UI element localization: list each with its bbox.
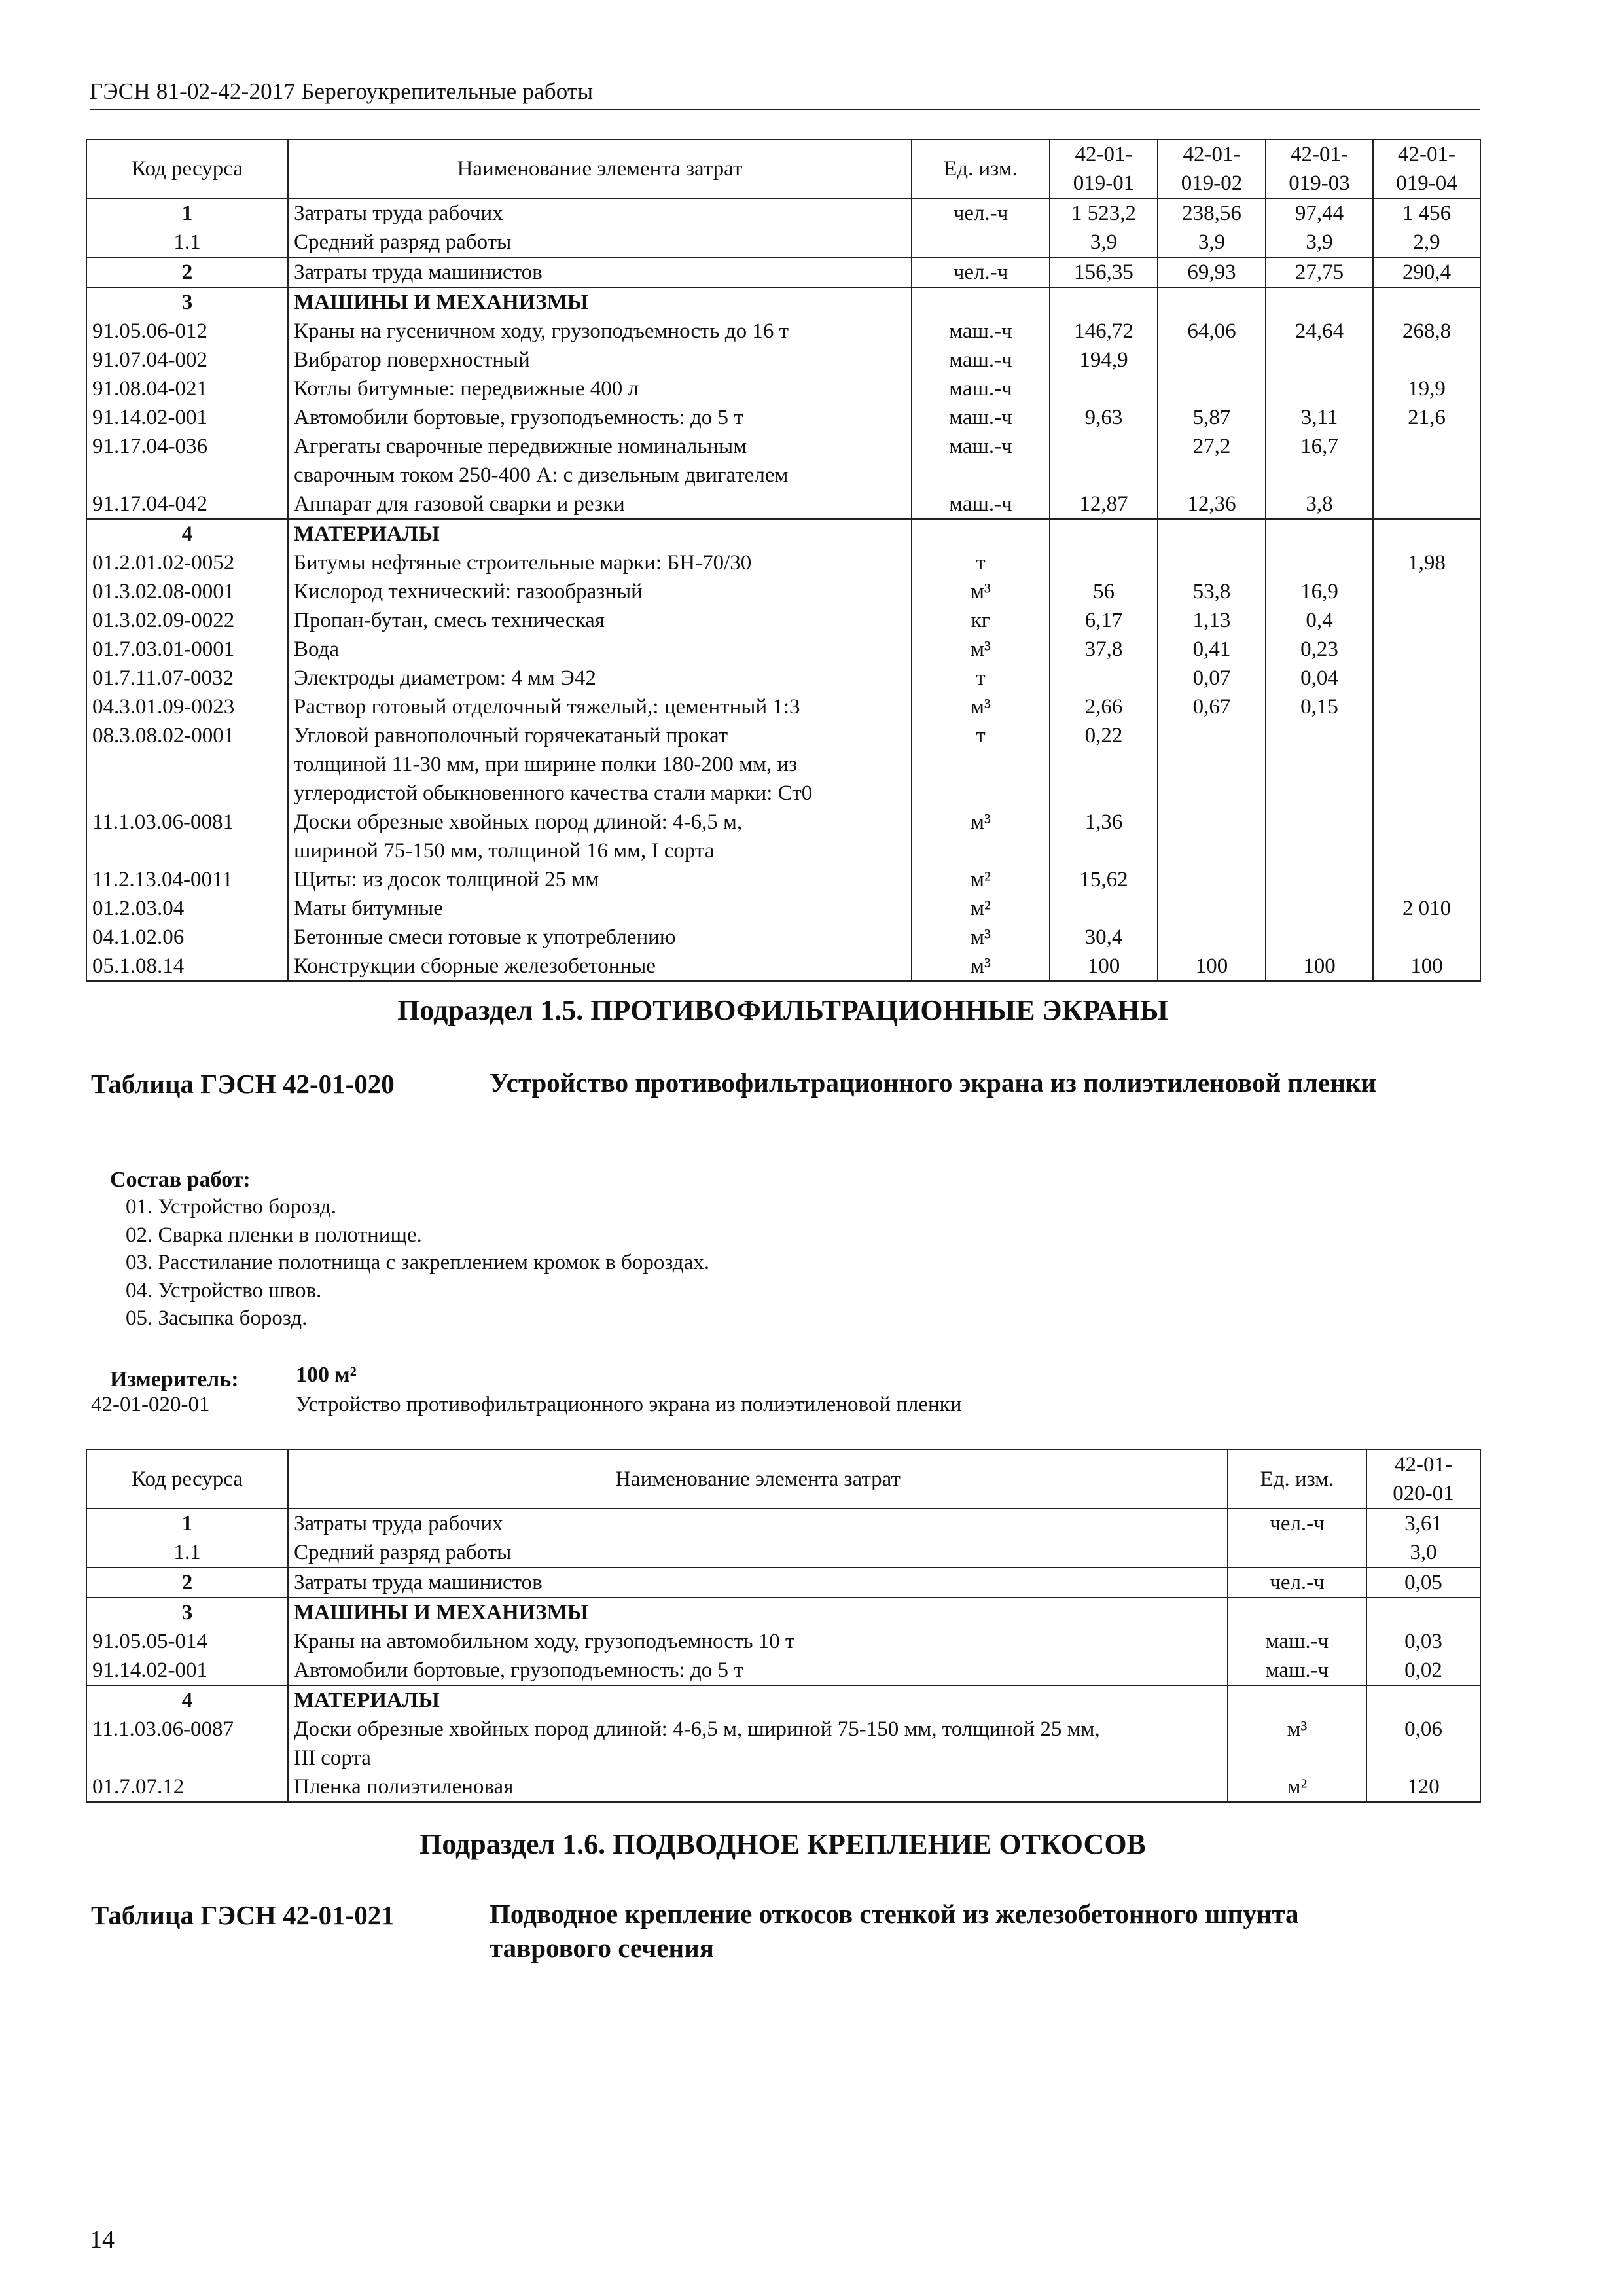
table-row <box>86 198 1480 228</box>
resource-code: 91.14.02-001 <box>86 403 288 432</box>
resource-value: 1 456 <box>1373 198 1480 228</box>
resource-unit: чел.-ч <box>1228 1568 1366 1598</box>
resource-name: Доски обрезные хвойных пород длиной: 4-6,5 м, шириной 75-150 мм, толщиной 25 мм, III сорта <box>288 1715 1228 1772</box>
resource-value: 19,9 <box>1373 374 1480 403</box>
table-body <box>86 198 1480 981</box>
resource-code: 1 <box>86 198 288 228</box>
resource-value: 3,61 <box>1366 1509 1480 1538</box>
table-row <box>86 228 1480 257</box>
resource-value <box>1158 346 1266 374</box>
resource-value <box>1266 923 1373 952</box>
resource-name: МАШИНЫ И МЕХАНИЗМЫ <box>288 287 912 317</box>
resource-value <box>1373 577 1480 606</box>
table-row <box>86 894 1480 923</box>
resource-unit: маш.-ч <box>912 317 1050 346</box>
resource-value: 0,4 <box>1266 606 1373 635</box>
resource-name: Агрегаты сварочные передвижные номинальным сварочным током 250-400 А: с дизельным двигателем <box>288 432 912 490</box>
resource-value: 0,15 <box>1266 692 1373 721</box>
resource-code: 91.17.04-042 <box>86 490 288 519</box>
resource-value: 9,63 <box>1050 403 1158 432</box>
resource-value <box>1050 432 1158 490</box>
resource-name: Котлы битумные: передвижные 400 л <box>288 374 912 403</box>
resource-value <box>1373 346 1480 374</box>
running-header: ГЭСН 81-02-42-2017 Берегоукрепительные работы <box>90 79 594 104</box>
resource-value <box>1266 519 1373 548</box>
table-row <box>86 548 1480 577</box>
header-code: Код ресурса <box>86 1450 288 1509</box>
resource-value <box>1373 287 1480 317</box>
resource-value: 0,23 <box>1266 635 1373 664</box>
work-item: 03. Расстилание полотнища с закреплением кромок в бороздах. <box>126 1251 709 1274</box>
resource-value <box>1373 865 1480 894</box>
resource-value: 3,9 <box>1050 228 1158 257</box>
resource-unit: м³ <box>912 808 1050 865</box>
resource-value <box>1266 287 1373 317</box>
resource-unit: т <box>912 664 1050 692</box>
resource-unit: маш.-ч <box>912 403 1050 432</box>
work-item: 05. Засыпка борозд. <box>126 1306 308 1330</box>
resource-unit: т <box>912 721 1050 808</box>
table-title-021: Подводное крепление откосов стенкой из железобетонного шпунта таврового сечения <box>490 1899 1299 1963</box>
work-item: 02. Сварка пленки в полотнище. <box>126 1223 422 1247</box>
resource-value: 56 <box>1050 577 1158 606</box>
resource-value <box>1373 692 1480 721</box>
resource-value: 100 <box>1266 952 1373 981</box>
resource-code: 91.08.04-021 <box>86 374 288 403</box>
resource-code: 01.3.02.09-0022 <box>86 606 288 635</box>
table-row <box>86 1627 1480 1656</box>
resource-value <box>1158 548 1266 577</box>
resource-value: 12,36 <box>1158 490 1266 519</box>
resource-value: 12,87 <box>1050 490 1158 519</box>
resource-value <box>1050 374 1158 403</box>
resource-value: 64,06 <box>1158 317 1266 346</box>
resource-unit: чел.-ч <box>1228 1509 1366 1538</box>
resource-value: 3,9 <box>1266 228 1373 257</box>
resource-name: МАТЕРИАЛЫ <box>288 1685 1228 1715</box>
header-name: Наименование элемента затрат <box>288 1450 1228 1509</box>
resource-code: 2 <box>86 1568 288 1598</box>
resource-name: Автомобили бортовые, грузоподъемность: до 5 т <box>288 1656 1228 1685</box>
resource-name: Краны на гусеничном ходу, грузоподъемность до 16 т <box>288 317 912 346</box>
resource-code: 4 <box>86 1685 288 1715</box>
resource-value: 0,41 <box>1158 635 1266 664</box>
work-composition-heading: Состав работ: <box>110 1168 251 1192</box>
table-row <box>86 1568 1480 1598</box>
resource-name: МАТЕРИАЛЫ <box>288 519 912 548</box>
resource-unit: кг <box>912 606 1050 635</box>
resource-name: Электроды диаметром: 4 мм Э42 <box>288 664 912 692</box>
resource-name: Аппарат для газовой сварки и резки <box>288 490 912 519</box>
resource-unit: м² <box>912 865 1050 894</box>
resource-code: 11.2.13.04-0011 <box>86 865 288 894</box>
resource-code: 05.1.08.14 <box>86 952 288 981</box>
resource-code: 91.05.05-014 <box>86 1627 288 1656</box>
resource-value: 37,8 <box>1050 635 1158 664</box>
table-row <box>86 635 1480 664</box>
resource-value: 21,6 <box>1373 403 1480 432</box>
resource-value: 27,75 <box>1266 257 1373 287</box>
resource-name: Конструкции сборные железобетонные <box>288 952 912 981</box>
measure-value: 100 м² <box>296 1363 357 1387</box>
resource-unit: чел.-ч <box>912 198 1050 228</box>
measure-code: 42-01-020-01 <box>91 1393 210 1416</box>
resource-name: Затраты труда машинистов <box>288 1568 1228 1598</box>
resource-value: 16,9 <box>1266 577 1373 606</box>
resource-code: 08.3.08.02-0001 <box>86 721 288 808</box>
resource-name: Кислород технический: газообразный <box>288 577 912 606</box>
resource-value: 27,2 <box>1158 432 1266 490</box>
resource-code: 01.7.07.12 <box>86 1772 288 1802</box>
resource-value <box>1266 894 1373 923</box>
resource-code: 01.7.03.01-0001 <box>86 635 288 664</box>
resource-value <box>1373 432 1480 490</box>
resource-name: Затраты труда рабочих <box>288 1509 1228 1538</box>
header-code: Код ресурса <box>86 139 288 198</box>
resource-value <box>1266 721 1373 808</box>
resource-name: Раствор готовый отделочный тяжелый,: цементный 1:3 <box>288 692 912 721</box>
resource-code: 3 <box>86 1598 288 1627</box>
resource-name: Щиты: из досок толщиной 25 мм <box>288 865 912 894</box>
table-label-020: Таблица ГЭСН 42-01-020 <box>91 1069 395 1099</box>
resource-unit: м³ <box>912 635 1050 664</box>
resource-value: 194,9 <box>1050 346 1158 374</box>
resource-unit <box>912 519 1050 548</box>
table-row <box>86 403 1480 432</box>
resource-unit: маш.-ч <box>912 432 1050 490</box>
resource-code: 11.1.03.06-0081 <box>86 808 288 865</box>
table-row <box>86 721 1480 808</box>
resource-unit <box>912 287 1050 317</box>
resource-value <box>1158 808 1266 865</box>
resource-code: 4 <box>86 519 288 548</box>
resource-value <box>1266 808 1373 865</box>
resource-value: 0,07 <box>1158 664 1266 692</box>
resource-code: 01.3.02.08-0001 <box>86 577 288 606</box>
table-row <box>86 606 1480 635</box>
resource-value <box>1373 721 1480 808</box>
table-row <box>86 952 1480 981</box>
resource-unit <box>1228 1685 1366 1715</box>
table-row <box>86 1685 1480 1715</box>
resource-name: Краны на автомобильном ходу, грузоподъемность 10 т <box>288 1627 1228 1656</box>
resource-name: Доски обрезные хвойных пород длиной: 4-6,5 м, шириной 75-150 мм, толщиной 16 мм, I сорта <box>288 808 912 865</box>
resource-value <box>1050 548 1158 577</box>
resource-value: 290,4 <box>1373 257 1480 287</box>
table-row <box>86 865 1480 894</box>
resource-code: 91.17.04-036 <box>86 432 288 490</box>
resource-code: 1.1 <box>86 1538 288 1568</box>
table-row <box>86 317 1480 346</box>
resource-value <box>1158 894 1266 923</box>
resource-value <box>1158 287 1266 317</box>
resource-table-019 <box>86 139 1481 982</box>
table-row <box>86 664 1480 692</box>
work-composition-list <box>126 1193 709 1333</box>
work-item: 04. Устройство швов. <box>126 1278 322 1302</box>
resource-unit: м² <box>912 894 1050 923</box>
resource-value <box>1050 287 1158 317</box>
resource-value: 0,02 <box>1366 1656 1480 1685</box>
resource-value: 0,05 <box>1366 1568 1480 1598</box>
resource-value <box>1158 865 1266 894</box>
resource-value: 5,87 <box>1158 403 1266 432</box>
resource-value: 0,04 <box>1266 664 1373 692</box>
resource-value: 30,4 <box>1050 923 1158 952</box>
resource-name: МАШИНЫ И МЕХАНИЗМЫ <box>288 1598 1228 1627</box>
resource-code: 04.3.01.09-0023 <box>86 692 288 721</box>
resource-value: 6,17 <box>1050 606 1158 635</box>
resource-value <box>1266 374 1373 403</box>
resource-unit: м³ <box>912 923 1050 952</box>
header-rule <box>90 109 1480 110</box>
resource-value: 16,7 <box>1266 432 1373 490</box>
resource-unit: маш.-ч <box>1228 1656 1366 1685</box>
resource-unit: чел.-ч <box>912 257 1050 287</box>
resource-value: 268,8 <box>1373 317 1480 346</box>
subsection-heading-1-6: Подраздел 1.6. ПОДВОДНОЕ КРЕПЛЕНИЕ ОТКОСОВ <box>419 1828 1146 1860</box>
header-col: 42-01- 019-01 <box>1050 139 1158 198</box>
resource-value <box>1050 664 1158 692</box>
resource-unit: м³ <box>912 577 1050 606</box>
resource-unit: т <box>912 548 1050 577</box>
resource-value <box>1050 519 1158 548</box>
resource-code: 01.7.11.07-0032 <box>86 664 288 692</box>
resource-unit: маш.-ч <box>912 490 1050 519</box>
page-number: 14 <box>90 2226 115 2253</box>
table-row <box>86 923 1480 952</box>
resource-name: Маты битумные <box>288 894 912 923</box>
table-row <box>86 1772 1480 1802</box>
table-header-row <box>86 139 1480 198</box>
resource-code: 91.05.06-012 <box>86 317 288 346</box>
table-label-021: Таблица ГЭСН 42-01-021 <box>91 1900 395 1930</box>
resource-name: Пленка полиэтиленовая <box>288 1772 1228 1802</box>
resource-unit: маш.-ч <box>912 374 1050 403</box>
resource-value: 146,72 <box>1050 317 1158 346</box>
table-row <box>86 692 1480 721</box>
resource-value <box>1266 346 1373 374</box>
resource-name: Затраты труда машинистов <box>288 257 912 287</box>
resource-value <box>1366 1598 1480 1627</box>
table-row <box>86 1715 1480 1772</box>
resource-value: 2,66 <box>1050 692 1158 721</box>
resource-value: 15,62 <box>1050 865 1158 894</box>
resource-code: 3 <box>86 287 288 317</box>
table-row <box>86 519 1480 548</box>
resource-value: 238,56 <box>1158 198 1266 228</box>
resource-code: 1 <box>86 1509 288 1538</box>
resource-value <box>1373 635 1480 664</box>
resource-unit <box>912 228 1050 257</box>
resource-value: 1,36 <box>1050 808 1158 865</box>
resource-value <box>1373 808 1480 865</box>
resource-value: 120 <box>1366 1772 1480 1802</box>
header-unit: Ед. изм. <box>1228 1450 1366 1509</box>
resource-value: 3,11 <box>1266 403 1373 432</box>
table-row <box>86 1538 1480 1568</box>
resource-value <box>1266 865 1373 894</box>
resource-value <box>1373 664 1480 692</box>
table-row <box>86 346 1480 374</box>
resource-name: Затраты труда рабочих <box>288 198 912 228</box>
resource-unit <box>1228 1598 1366 1627</box>
resource-value: 1,98 <box>1373 548 1480 577</box>
table-header-row <box>86 1450 1480 1509</box>
header-name: Наименование элемента затрат <box>288 139 912 198</box>
resource-name: Бетонные смеси готовые к употреблению <box>288 923 912 952</box>
header-col: 42-01- 019-04 <box>1373 139 1480 198</box>
resource-value: 2,9 <box>1373 228 1480 257</box>
resource-unit: маш.-ч <box>912 346 1050 374</box>
resource-value: 69,93 <box>1158 257 1266 287</box>
resource-value <box>1373 490 1480 519</box>
resource-name: Битумы нефтяные строительные марки: БН-70/30 <box>288 548 912 577</box>
resource-value: 0,06 <box>1366 1715 1480 1772</box>
resource-code: 01.2.01.02-0052 <box>86 548 288 577</box>
table-body <box>86 1509 1480 1802</box>
table-row <box>86 490 1480 519</box>
subsection-heading-1-5: Подраздел 1.5. ПРОТИВОФИЛЬТРАЦИОННЫЕ ЭКРАНЫ <box>397 994 1168 1026</box>
header-col: 42-01- 019-03 <box>1266 139 1373 198</box>
resource-unit <box>1228 1538 1366 1568</box>
measure-label: Измеритель: <box>110 1367 239 1391</box>
resource-value: 1 523,2 <box>1050 198 1158 228</box>
resource-value: 3,0 <box>1366 1538 1480 1568</box>
resource-value <box>1266 548 1373 577</box>
table-row <box>86 257 1480 287</box>
table-row <box>86 808 1480 865</box>
table-title-020: Устройство противофильтрационного экрана из полиэтиленовой пленки <box>490 1067 1377 1098</box>
resource-code: 1.1 <box>86 228 288 257</box>
resource-unit: м³ <box>1228 1715 1366 1772</box>
resource-value <box>1366 1685 1480 1715</box>
resource-value <box>1373 519 1480 548</box>
header-unit: Ед. изм. <box>912 139 1050 198</box>
table-row <box>86 577 1480 606</box>
table-row <box>86 432 1480 490</box>
resource-value: 24,64 <box>1266 317 1373 346</box>
work-item: 01. Устройство борозд. <box>126 1195 336 1219</box>
resource-code: 91.07.04-002 <box>86 346 288 374</box>
resource-code: 11.1.03.06-0087 <box>86 1715 288 1772</box>
resource-value <box>1373 606 1480 635</box>
resource-name: Угловой равнополочный горячекатаный прокат толщиной 11-30 мм, при ширине полки 180-200 мм, из углеродистой обыкновенного качества стали марки: Ст0 <box>288 721 912 808</box>
resource-value <box>1158 519 1266 548</box>
resource-value: 100 <box>1373 952 1480 981</box>
table-row <box>86 1656 1480 1685</box>
resource-name: Средний разряд работы <box>288 1538 1228 1568</box>
header-col: 42-01- 020-01 <box>1366 1450 1480 1509</box>
resource-value: 0,22 <box>1050 721 1158 808</box>
resource-value <box>1050 894 1158 923</box>
resource-code: 04.1.02.06 <box>86 923 288 952</box>
resource-name: Вода <box>288 635 912 664</box>
resource-unit: м³ <box>912 952 1050 981</box>
resource-unit: м² <box>1228 1772 1366 1802</box>
resource-value: 0,67 <box>1158 692 1266 721</box>
table-row <box>86 287 1480 317</box>
resource-name: Пропан-бутан, смесь техническая <box>288 606 912 635</box>
resource-value: 97,44 <box>1266 198 1373 228</box>
resource-value: 3,9 <box>1158 228 1266 257</box>
resource-value <box>1158 721 1266 808</box>
resource-name: Вибратор поверхностный <box>288 346 912 374</box>
resource-value: 2 010 <box>1373 894 1480 923</box>
resource-table-020 <box>86 1449 1481 1803</box>
resource-name: Автомобили бортовые, грузоподъемность: до 5 т <box>288 403 912 432</box>
resource-value: 156,35 <box>1050 257 1158 287</box>
resource-unit: маш.-ч <box>1228 1627 1366 1656</box>
resource-name: Средний разряд работы <box>288 228 912 257</box>
resource-code: 01.2.03.04 <box>86 894 288 923</box>
resource-value <box>1373 923 1480 952</box>
header-col: 42-01- 019-02 <box>1158 139 1266 198</box>
resource-value <box>1158 923 1266 952</box>
resource-value: 53,8 <box>1158 577 1266 606</box>
resource-value: 3,8 <box>1266 490 1373 519</box>
table-row <box>86 374 1480 403</box>
resource-code: 2 <box>86 257 288 287</box>
resource-code: 91.14.02-001 <box>86 1656 288 1685</box>
table-row <box>86 1509 1480 1538</box>
resource-unit: м³ <box>912 692 1050 721</box>
resource-value: 1,13 <box>1158 606 1266 635</box>
resource-value <box>1158 374 1266 403</box>
resource-value: 100 <box>1050 952 1158 981</box>
resource-value: 0,03 <box>1366 1627 1480 1656</box>
table-row <box>86 1598 1480 1627</box>
resource-value: 100 <box>1158 952 1266 981</box>
measure-description: Устройство противофильтрационного экрана из полиэтиленовой пленки <box>296 1393 962 1416</box>
